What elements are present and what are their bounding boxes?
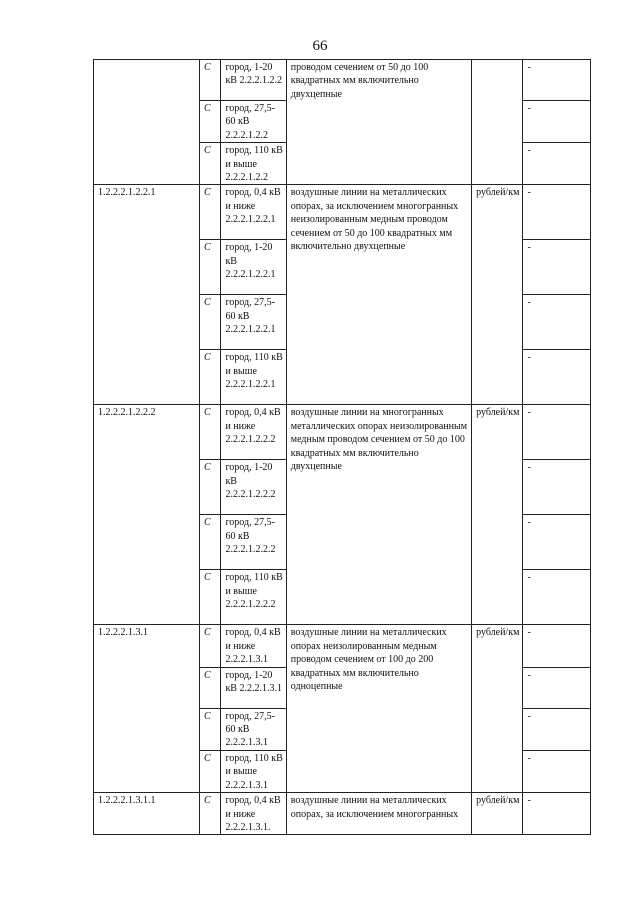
row-value: - xyxy=(523,143,591,185)
row-unit xyxy=(472,60,523,185)
row-marker: C xyxy=(200,295,221,350)
row-description: воздушные линии на многогранных металлических опорах неизолированным медным проводом сечением от 50 до 100 квадратных мм включительно двухцепные xyxy=(286,405,471,625)
row-marker: C xyxy=(200,405,221,460)
row-unit: рублей/км xyxy=(472,405,523,625)
row-value: - xyxy=(523,460,591,515)
row-value: - xyxy=(523,708,591,750)
row-location: город, 110 кВ и выше 2.2.2.1.2.2.1 xyxy=(221,350,286,405)
row-marker: C xyxy=(200,793,221,835)
row-location: город, 27,5-60 кВ 2.2.2.1.2.2 xyxy=(221,101,286,143)
row-marker: C xyxy=(200,240,221,295)
row-code: 1.2.2.2.1.3.1.1 xyxy=(94,793,200,835)
row-description: воздушные линии на металлических опорах, за исключением многогранных xyxy=(286,793,471,835)
row-unit: рублей/км xyxy=(472,185,523,405)
row-marker: C xyxy=(200,460,221,515)
table-row xyxy=(94,405,591,460)
row-location: город, 27,5-60 кВ 2.2.2.1.3.1 xyxy=(221,708,286,750)
row-code: 1.2.2.2.1.2.2.1 xyxy=(94,185,200,405)
row-unit: рублей/км xyxy=(472,793,523,835)
row-location: город, 1-20 кВ 2.2.2.1.2.2.1 xyxy=(221,240,286,295)
table-row xyxy=(94,60,591,101)
row-value: - xyxy=(523,750,591,792)
table-row xyxy=(94,793,591,835)
row-marker: C xyxy=(200,101,221,143)
row-description: воздушные линии на металлических опорах, за исключением многогранных неизолированным медным проводом сечением от 50 до 100 квадратных мм включительно двухцепные xyxy=(286,185,471,405)
row-location: город, 27,5-60 кВ 2.2.2.1.2.2.1 xyxy=(221,295,286,350)
row-description: проводом сечением от 50 до 100 квадратных мм включительно двухцепные xyxy=(286,60,471,185)
table-row xyxy=(94,185,591,240)
row-value: - xyxy=(523,405,591,460)
row-location: город, 110 кВ и выше 2.2.2.1.2.2.2 xyxy=(221,570,286,625)
row-location: город, 27,5-60 кВ 2.2.2.1.2.2.2 xyxy=(221,515,286,570)
row-marker: C xyxy=(200,625,221,667)
row-location: город, 1-20 кВ 2.2.2.1.2.2 xyxy=(221,60,286,101)
row-value: - xyxy=(523,240,591,295)
row-location: город, 0,4 кВ и ниже 2.2.2.1.2.2.2 xyxy=(221,405,286,460)
row-value: - xyxy=(523,101,591,143)
tariff-table xyxy=(93,59,591,835)
row-marker: C xyxy=(200,667,221,708)
row-marker: C xyxy=(200,570,221,625)
row-location: город, 0,4 кВ и ниже 2.2.2.1.3.1 xyxy=(221,625,286,667)
row-value: - xyxy=(523,60,591,101)
row-value: - xyxy=(523,350,591,405)
row-marker: C xyxy=(200,515,221,570)
row-code: 1.2.2.2.1.3.1 xyxy=(94,625,200,793)
row-marker: C xyxy=(200,60,221,101)
row-value: - xyxy=(523,515,591,570)
row-location: город, 110 кВ и выше 2.2.2.1.2.2 xyxy=(221,143,286,185)
row-value: - xyxy=(523,667,591,708)
row-marker: C xyxy=(200,185,221,240)
row-value: - xyxy=(523,185,591,240)
page-number: 66 xyxy=(312,38,328,54)
table-row xyxy=(94,625,591,667)
row-value: - xyxy=(523,570,591,625)
row-code xyxy=(94,60,200,185)
row-marker: C xyxy=(200,143,221,185)
row-value: - xyxy=(523,295,591,350)
row-unit: рублей/км xyxy=(472,625,523,793)
row-description: воздушные линии на металлических опорах неизолированным медным проводом сечением от 100 до 200 квадратных мм включительно одноцепные xyxy=(286,625,471,793)
row-code: 1.2.2.2.1.2.2.2 xyxy=(94,405,200,625)
row-location: город, 110 кВ и выше 2.2.2.1.3.1 xyxy=(221,750,286,792)
row-location: город, 1-20 кВ 2.2.2.1.3.1 xyxy=(221,667,286,708)
row-value: - xyxy=(523,793,591,835)
row-location: город, 0,4 кВ и ниже 2.2.2.1.3.1. xyxy=(221,793,286,835)
row-location: город, 1-20 кВ 2.2.2.1.2.2.2 xyxy=(221,460,286,515)
row-location: город, 0,4 кВ и ниже 2.2.2.1.2.2.1 xyxy=(221,185,286,240)
row-marker: C xyxy=(200,708,221,750)
row-marker: C xyxy=(200,350,221,405)
row-marker: C xyxy=(200,750,221,792)
row-value: - xyxy=(523,625,591,667)
